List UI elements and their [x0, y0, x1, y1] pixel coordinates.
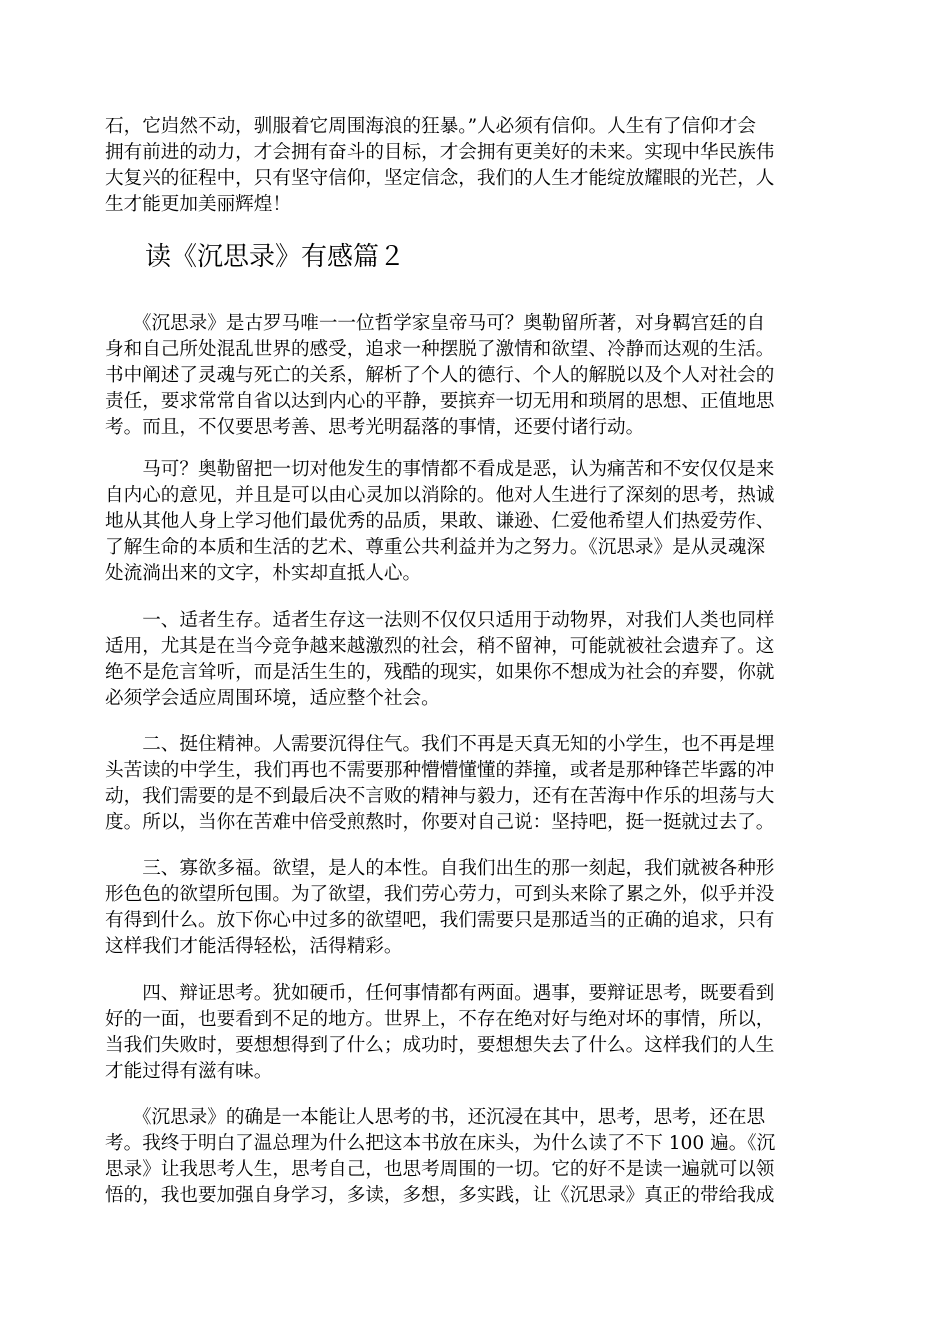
text-line: 度。所以，当你在苦难中倍受煎熬时，你要对自己说：坚持吧，挺一挺就过去了。	[105, 812, 775, 833]
text-line: 书中阐述了灵魂与死亡的关系，解析了个人的德行、个人的解脱以及个人对社会的	[105, 365, 775, 386]
text-line: 必须学会适应周围环境，适应整个社会。	[105, 688, 440, 709]
text-line: 《沉思录》是古罗马唯一一位哲学家皇帝马可？奥勒留所著，对身羁宫廷的自	[105, 313, 766, 334]
text-line: 处流淌出来的文字，朴实却直抵人心。	[105, 563, 422, 584]
text-line: 考。我终于明白了温总理为什么把这本书放在床头，为什么读了不下 100 遍。《沉	[105, 1133, 776, 1154]
paragraph-6	[105, 981, 850, 1085]
text-line: 头苦读的中学生，我们再也不需要那种懵懵懂懂的莽撞，或者是那种锋芒毕露的冲	[105, 760, 775, 781]
text-line: 思录》让我思考人生，思考自己，也思考周围的一切。它的好不是读一遍就可以领	[105, 1159, 775, 1180]
paragraph-5	[105, 856, 850, 960]
text-line: 了解生命的本质和生活的艺术、尊重公共利益并为之努力。《沉思录》是从灵魂深	[105, 537, 766, 558]
text-line: 形色色的欲望所包围。为了欲望，我们劳心劳力，可到头来除了累之外，似乎并没	[105, 884, 775, 905]
text-line: 好的一面，也要看到不足的地方。世界上，不存在绝对好与绝对坏的事情，所以，	[105, 1009, 775, 1030]
text-line: 《沉思录》的确是一本能让人思考的书，还沉浸在其中，思考，思考，还在思	[105, 1107, 766, 1128]
text-line: 四、辩证思考。犹如硬币，任何事情都有两面。遇事，要辩证思考，既要看到	[105, 983, 775, 1004]
text-line: 石，它岿然不动，驯服着它周围海浪的狂暴。”人必须有信仰。人生有了信仰才会	[105, 116, 756, 137]
text-line: 三、寡欲多福。欲望，是人的本性。自我们出生的那一刻起，我们就被各种形	[105, 858, 775, 879]
text-line: 马可？奥勒留把一切对他发生的事情都不看成是恶，认为痛苦和不安仅仅是来	[105, 459, 775, 480]
text-line: 大复兴的征程中，只有坚守信仰，坚定信念，我们的人生才能绽放耀眼的光芒，人	[105, 168, 775, 189]
text-line: 动，我们需要的是不到最后决不言败的精神与毅力，还有在苦海中作乐的坦荡与大	[105, 786, 775, 807]
text-line: 适用，尤其是在当今竞争越来越激烈的社会，稍不留神，可能就被社会遗弃了。这	[105, 636, 775, 657]
text-line: 考。而且，不仅要思考善、思考光明磊落的事情，还要付诸行动。	[105, 417, 645, 438]
text-line: 悟的，我也要加强自身学习，多读，多想，多实践，让《沉思录》真正的带给我成	[105, 1185, 775, 1206]
text-line: 拥有前进的动力，才会拥有奋斗的目标，才会拥有更美好的未来。实现中华民族伟	[105, 142, 775, 163]
text-line: 责任，要求常常自省以达到内心的平静，要摈弃一切无用和琐屑的思想、正值地思	[105, 391, 775, 412]
text-line: 一、适者生存。适者生存这一法则不仅仅只适用于动物界，对我们人类也同样	[105, 610, 775, 631]
text-line: 绝不是危言耸听，而是活生生的，残酷的现实，如果你不想成为社会的弃婴，你就	[105, 662, 775, 683]
section-heading: 读《沉思录》有感篇２	[145, 242, 406, 272]
paragraph-1	[105, 311, 850, 441]
text-line: 有得到什么。放下你心中过多的欲望吧，我们需要只是那适当的正确的追求，只有	[105, 910, 775, 931]
text-line: 自内心的意见，并且是可以由心灵加以消除的。他对人生进行了深刻的思考，热诚	[105, 485, 775, 506]
paragraph-3	[105, 608, 850, 712]
text-line: 当我们失败时，要想想得到了什么；成功时，要想想失去了什么。这样我们的人生	[105, 1035, 775, 1056]
text-line: 地从其他人身上学习他们最优秀的品质，果敢、谦逊、仁爱他希望人们热爱劳作、	[105, 511, 775, 532]
paragraph-7	[105, 1105, 850, 1209]
text-line: 二、挺住精神。人需要沉得住气。我们不再是天真无知的小学生，也不再是埋	[105, 734, 775, 755]
text-line: 身和自己所处混乱世界的感受，追求一种摆脱了激情和欲望、冷静而达观的生活。	[105, 339, 775, 360]
text-line: 才能过得有滋有味。	[105, 1061, 273, 1082]
text-line: 生才能更加美丽辉煌！	[105, 194, 291, 215]
text-line: 这样我们才能活得轻松，活得精彩。	[105, 936, 403, 957]
paragraph-continued	[105, 114, 850, 218]
paragraph-2	[105, 457, 850, 587]
paragraph-4	[105, 732, 850, 836]
